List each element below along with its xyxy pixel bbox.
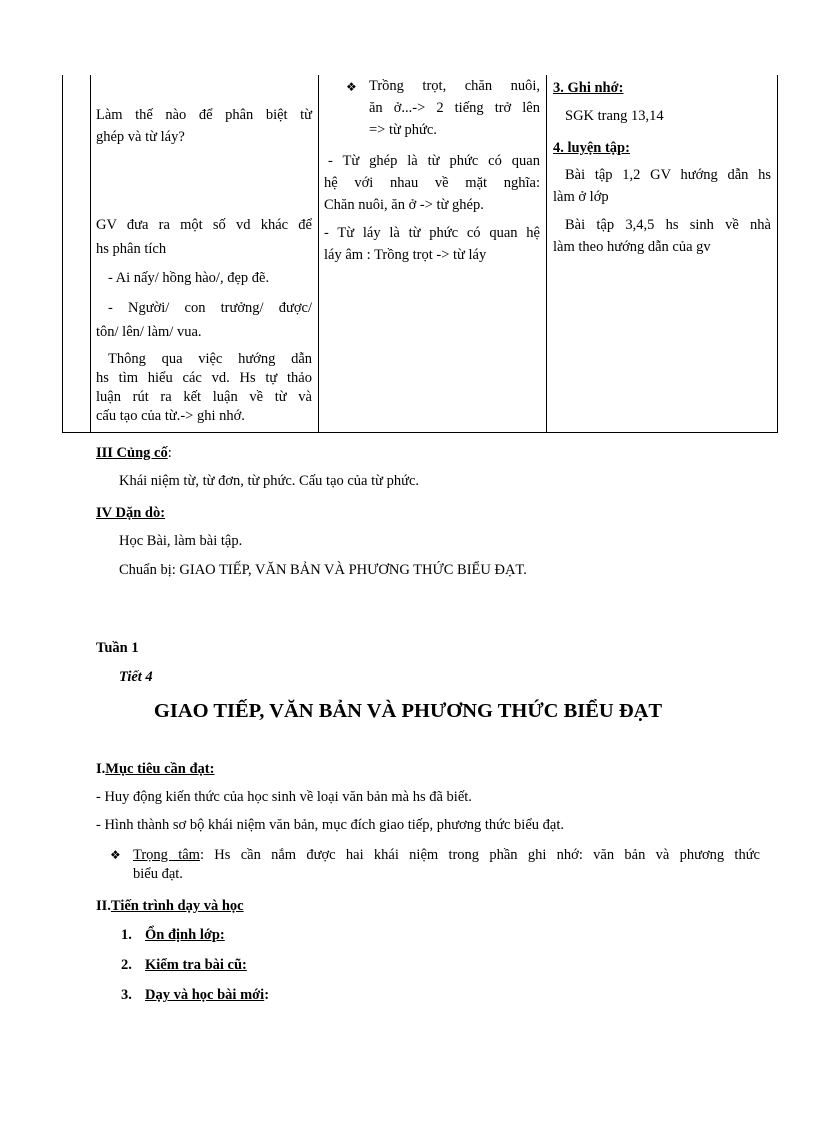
activity-line: hs phân tích (96, 241, 167, 257)
table-border-left (62, 75, 63, 433)
process-heading: II.Tiến trình dạy và học (96, 898, 244, 914)
example-line: - Ai nấy/ hồng hào/, đẹp đẽ. (108, 270, 270, 286)
example-line: - Người/ con trưởng/ được/ (108, 300, 312, 316)
lesson-title: GIAO TIẾP, VĂN BẢN VÀ PHƯƠNG THỨC BIỂU ĐẠT (153, 700, 663, 722)
homework-heading: IV Dặn dò: (96, 505, 166, 521)
homework-line: Chuẩn bị: GIAO TIẾP, VĂN BẢN VÀ PHƯƠNG THỨC BIỂU ĐẠT. (119, 562, 527, 578)
diamond-bullet-icon: ❖ (110, 848, 121, 862)
consolidation-text: Khái niệm từ, từ đơn, từ phức. Cấu tạo của từ phức. (119, 473, 420, 489)
homework-line: Học Bài, làm bài tập. (119, 533, 243, 549)
activity-line: GV đưa ra một số vd khác để (96, 217, 312, 233)
table-divider-2 (318, 75, 319, 433)
table-divider-3 (546, 75, 547, 433)
activity-line: luận rút ra kết luận về từ và (96, 389, 312, 405)
objectives-heading: I.Mục tiêu cần đạt: (96, 761, 215, 777)
note-line: Bài tập 3,4,5 hs sinh về nhà (565, 217, 771, 233)
diamond-bullet-icon: ❖ (346, 80, 357, 94)
objective-item: - Huy động kiến thức của học sinh về loại văn bản mà hs đã biết. (96, 789, 472, 805)
content-line: láy âm : Trồng trọt -> từ láy (324, 247, 487, 263)
table-cell-activities (96, 104, 312, 426)
bullet-line: ăn ở...-> 2 tiếng trở lên (369, 100, 540, 116)
focus-item: Trọng tâm: Hs cần nắm được hai khái niệm trong phần ghi nhớ: văn bản và phương thức biểu đạt. (133, 847, 760, 882)
note-line: làm ở lớp (553, 189, 609, 205)
activity-line: hs tìm hiểu các vd. Hs tự thảo (96, 370, 312, 386)
section-heading: 3. Ghi nhớ: (553, 80, 624, 96)
example-line: tôn/ lên/ làm/ vua. (96, 324, 202, 340)
note-line: SGK trang 13,14 (565, 108, 664, 124)
process-step-label: Dạy và học bài mới: (145, 987, 270, 1003)
content-line: Chăn nuôi, ăn ở -> từ ghép. (324, 197, 484, 213)
content-line: - Từ ghép là từ phức có quan (328, 153, 540, 169)
week-label: Tuần 1 (96, 640, 139, 656)
note-line: Bài tập 1,2 GV hướng dẫn hs (565, 167, 771, 183)
table-divider-1 (90, 75, 91, 433)
process-step: 2. (121, 957, 132, 973)
process-step-label: Kiểm tra bài cũ: (145, 957, 247, 973)
process-step: 3. (121, 987, 132, 1003)
content-line: - Từ láy là từ phức có quan hệ (324, 225, 540, 241)
activity-line: cấu tạo của từ.-> ghi nhớ. (96, 408, 245, 424)
activity-line: Thông qua việc hướng dẫn (108, 351, 312, 367)
section-heading: 4. luyện tập: (553, 140, 630, 156)
bullet-line: => từ phức. (369, 122, 437, 138)
process-step: 1. (121, 927, 132, 943)
question-line: ghép và từ láy? (96, 129, 185, 145)
consolidation-heading: III Củng cố: (96, 445, 172, 461)
table-cell-content (324, 75, 540, 266)
table-border-bottom (62, 432, 778, 433)
table-cell-notes (553, 77, 771, 258)
period-label: Tiết 4 (119, 669, 153, 685)
content-line: hệ với nhau về mặt nghĩa: (324, 175, 540, 191)
note-line: làm theo hướng dẫn của gv (553, 239, 711, 255)
table-border-right (777, 75, 778, 433)
question-line: Làm thế nào để phân biệt từ (96, 107, 312, 123)
process-step-label: Ổn định lớp: (145, 927, 225, 943)
bullet-line: Trồng trọt, chăn nuôi, (369, 78, 540, 94)
objective-item: - Hình thành sơ bộ khái niệm văn bản, mục đích giao tiếp, phương thức biểu đạt. (96, 817, 564, 833)
lesson-table (62, 75, 778, 433)
